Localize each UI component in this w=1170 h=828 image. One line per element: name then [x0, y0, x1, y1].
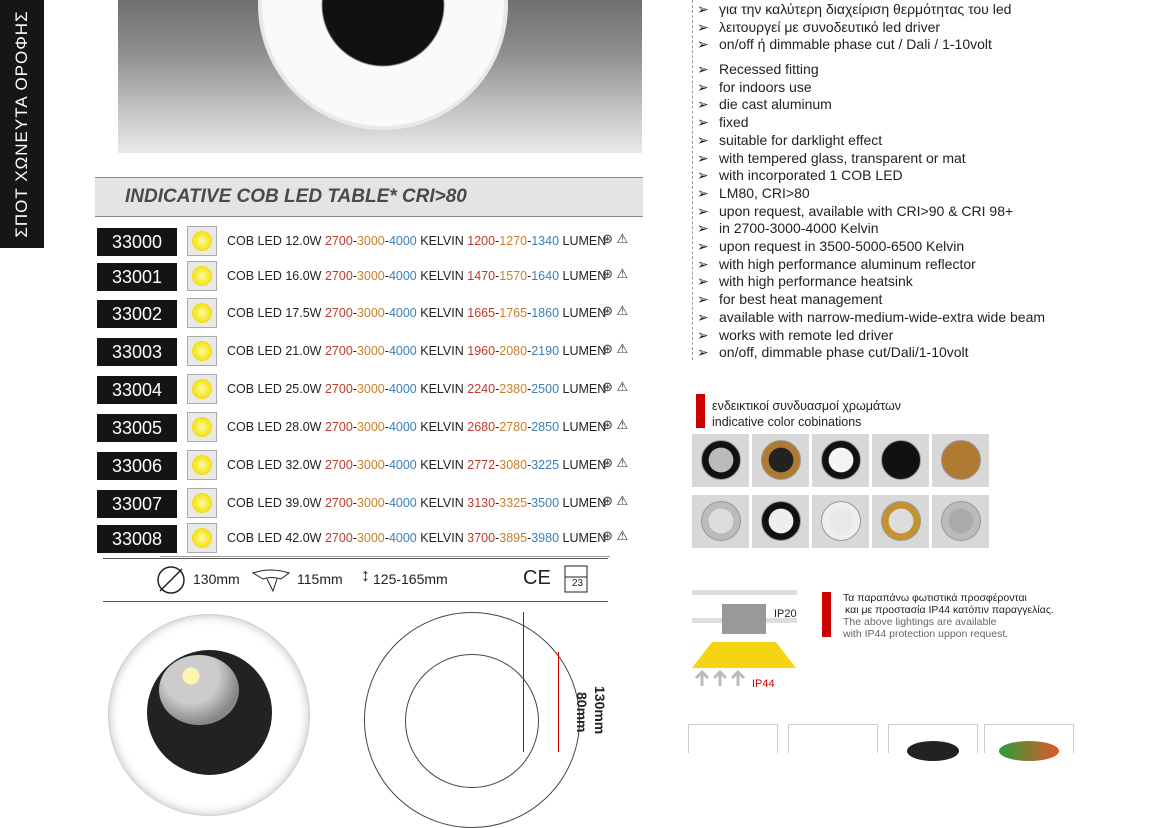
feature-item: ➢ upon request, available with CRI>90 & CRI 98+ [697, 202, 1014, 219]
color-combination-swatch [812, 495, 869, 548]
bullet-arrow-icon: ➢ [697, 273, 709, 290]
product-code: 33006 [97, 452, 177, 480]
feature-item: ➢ λειτουργεί με συνοδευτικό led driver [697, 18, 941, 35]
led-spec: COB LED 21.0W 2700-3000-4000 KELVIN 1960-2080-2190 LUMEN [227, 344, 607, 358]
ip20-label: IP20 [774, 608, 797, 620]
ip-rating-value: 23 [572, 578, 584, 589]
feature-item: ➢ with high performance heatsink [697, 273, 913, 290]
table-row [97, 338, 643, 368]
cob-led-chip-icon [187, 336, 217, 366]
info-icon [696, 394, 705, 428]
feature-item: ➢ on/off, dimmable phase cut/Dali/1-10volt [697, 344, 969, 361]
product-code: 33004 [97, 376, 177, 404]
side-category-tab [0, 0, 44, 248]
ip-diagram [692, 590, 802, 690]
ip-note-english-2: with IP44 protection uppon request. [843, 628, 1009, 640]
product-code: 33005 [97, 414, 177, 442]
certification-icons: ⊛ ⚠ [602, 528, 629, 543]
feature-item: ➢ in 2700-3000-4000 Kelvin [697, 220, 879, 237]
feature-item: ➢ on/off ή dimmable phase cut / Dali / 1-10volt [697, 36, 992, 52]
ip44-label: IP44 [752, 678, 775, 690]
bullet-arrow-icon: ➢ [697, 184, 709, 201]
bullet-arrow-icon: ➢ [697, 238, 709, 254]
table-header [95, 177, 643, 217]
table-row [97, 228, 643, 258]
color-combination-swatch [692, 495, 749, 548]
cob-led-chip-icon [187, 298, 217, 328]
color-combination-swatch [932, 495, 989, 548]
cob-led-chip-icon [187, 450, 217, 480]
bullet-arrow-icon: ➢ [697, 1, 709, 17]
bullet-arrow-icon: ➢ [697, 202, 709, 219]
dimension-inner-label: 80mm [574, 692, 590, 733]
color-combination-swatch [752, 495, 809, 548]
colors-title-greek: ενδεικτικοί συνδυασμοί χρωμάτων [712, 399, 901, 413]
bullet-arrow-icon: ➢ [697, 114, 709, 131]
feature-item: ➢ works with remote led driver [697, 326, 894, 343]
certification-icons: ⊛ ⚠ [602, 417, 629, 432]
led-spec: COB LED 32.0W 2700-3000-4000 KELVIN 2772-3080-3225 LUMEN [227, 458, 607, 472]
bullet-arrow-icon: ➢ [697, 308, 709, 325]
product-photo [118, 0, 642, 153]
cob-led-chip-icon [187, 412, 217, 442]
table-row [97, 414, 643, 444]
cob-led-chip-icon [187, 488, 217, 518]
bullet-arrow-icon: ➢ [697, 36, 709, 52]
bullet-arrow-icon: ➢ [697, 167, 709, 184]
height-icon [251, 567, 293, 593]
bullet-arrow-icon: ➢ [697, 255, 709, 272]
color-combination-swatch [752, 434, 809, 487]
dimension-line-inner [558, 652, 559, 752]
feature-item: ➢ die cast aluminum [697, 96, 832, 113]
diameter-icon [155, 564, 187, 596]
dimension-line-outer [523, 612, 524, 752]
certification-icons: ⊛ ⚠ [602, 379, 629, 394]
feature-item: ➢ Recessed fitting [697, 61, 819, 77]
led-spec: COB LED 25.0W 2700-3000-4000 KELVIN 2240-2380-2500 LUMEN [227, 382, 607, 396]
feature-item: ➢ LM80, CRI>80 [697, 184, 810, 201]
color-combination-swatch [872, 434, 929, 487]
led-spec: COB LED 42.0W 2700-3000-4000 KELVIN 3700-3895-3980 LUMEN [227, 531, 607, 545]
ip-info-icon [822, 592, 831, 637]
ip-note-english-1: The above lightings are available [843, 616, 997, 628]
beam-option-3 [888, 724, 978, 753]
product-code: 33003 [97, 338, 177, 366]
cob-led-chip-icon [187, 226, 217, 256]
table-title: INDICATIVE COB LED TABLE* CRI>80 [125, 186, 467, 207]
bullet-arrow-icon: ➢ [697, 149, 709, 166]
cob-led-chip-icon [187, 261, 217, 291]
feature-item: ➢ with incorporated 1 COB LED [697, 167, 903, 184]
bullet-arrow-icon: ➢ [697, 291, 709, 308]
led-spec: COB LED 39.0W 2700-3000-4000 KELVIN 3130-3325-3500 LUMEN [227, 496, 607, 510]
table-row [97, 490, 643, 520]
led-spec: COB LED 16.0W 2700-3000-4000 KELVIN 1470-1570-1640 LUMEN [227, 269, 607, 283]
certification-icons: ⊛ ⚠ [602, 303, 629, 318]
certification-icons: ⊛ ⚠ [602, 455, 629, 470]
led-spec: COB LED 17.5W 2700-3000-4000 KELVIN 1665-1765-1860 LUMEN [227, 306, 607, 320]
table-row [97, 263, 643, 293]
certification-icons: ⊛ ⚠ [602, 266, 629, 281]
table-row [97, 452, 643, 482]
color-combination-swatch [692, 434, 749, 487]
cob-led-chip-icon [187, 374, 217, 404]
table-row [97, 300, 643, 330]
table-divider [160, 556, 610, 557]
cob-led-chip-icon [187, 523, 217, 553]
bullet-arrow-icon: ➢ [697, 326, 709, 343]
bullet-arrow-icon: ➢ [697, 18, 709, 35]
cutout-arrow-icon: ↕ [361, 565, 370, 585]
feature-divider [692, 0, 693, 360]
ip-note-greek-1: Τα παραπάνω φωτιστικά προσφέρονται [843, 592, 1027, 604]
feature-item: ➢ suitable for darklight effect [697, 131, 883, 148]
product-code: 33002 [97, 300, 177, 328]
plan-inner-circle [405, 654, 539, 788]
bullet-arrow-icon: ➢ [697, 61, 709, 77]
product-code: 33001 [97, 263, 177, 291]
bullet-arrow-icon: ➢ [697, 131, 709, 148]
table-row [97, 525, 643, 555]
cutout-value: 125-165mm [373, 571, 448, 587]
product-code: 33000 [97, 228, 177, 256]
feature-item: ➢ for indoors use [697, 78, 812, 95]
ip-note-greek-2: και με προστασία IP44 κατόπιν παραγγελίας. [845, 604, 1054, 616]
product-code: 33008 [97, 525, 177, 553]
beam-option-1 [688, 724, 778, 753]
bullet-arrow-icon: ➢ [697, 78, 709, 95]
product-code: 33007 [97, 490, 177, 518]
height-value: 115mm [297, 571, 343, 587]
table-row [97, 376, 643, 406]
side-tab-label: ΣΠΟΤ ΧΩΝΕΥΤΑ ΟΡΟΦΗΣ [12, 10, 31, 238]
bullet-arrow-icon: ➢ [697, 344, 709, 361]
bullet-arrow-icon: ➢ [697, 220, 709, 237]
diameter-value: 130mm [193, 571, 240, 587]
color-combination-swatch [872, 495, 929, 548]
beam-option-4 [984, 724, 1074, 753]
bullet-arrow-icon: ➢ [697, 96, 709, 113]
product-front-view [108, 614, 310, 816]
dimension-bar [103, 558, 608, 602]
certification-icons: ⊛ ⚠ [602, 231, 629, 246]
feature-item: ➢ για την καλύτερη διαχείριση θερμότητας του led [697, 1, 1012, 17]
feature-item: ➢ fixed [697, 114, 749, 131]
feature-item: ➢ upon request in 3500-5000-6500 Kelvin [697, 238, 965, 254]
beam-option-2 [788, 724, 878, 753]
led-spec: COB LED 12.0W 2700-3000-4000 KELVIN 1200-1270-1340 LUMEN [227, 234, 607, 248]
feature-item: ➢ with high performance aluminum reflector [697, 255, 976, 272]
feature-item: ➢ with tempered glass, transparent or mat [697, 149, 966, 166]
color-combination-swatch [932, 434, 989, 487]
led-spec: COB LED 28.0W 2700-3000-4000 KELVIN 2680-2780-2850 LUMEN [227, 420, 607, 434]
certification-icons: ⊛ ⚠ [602, 493, 629, 508]
certification-icons: ⊛ ⚠ [602, 341, 629, 356]
feature-item: ➢ available with narrow-medium-wide-extra wide beam [697, 308, 1046, 325]
ce-mark-icon: CE [523, 567, 551, 589]
color-combination-swatch [812, 434, 869, 487]
feature-item: ➢ for best heat management [697, 291, 883, 308]
dimension-outer-label: 130mm [592, 686, 608, 735]
colors-title-english: indicative color cobinations [712, 415, 862, 429]
